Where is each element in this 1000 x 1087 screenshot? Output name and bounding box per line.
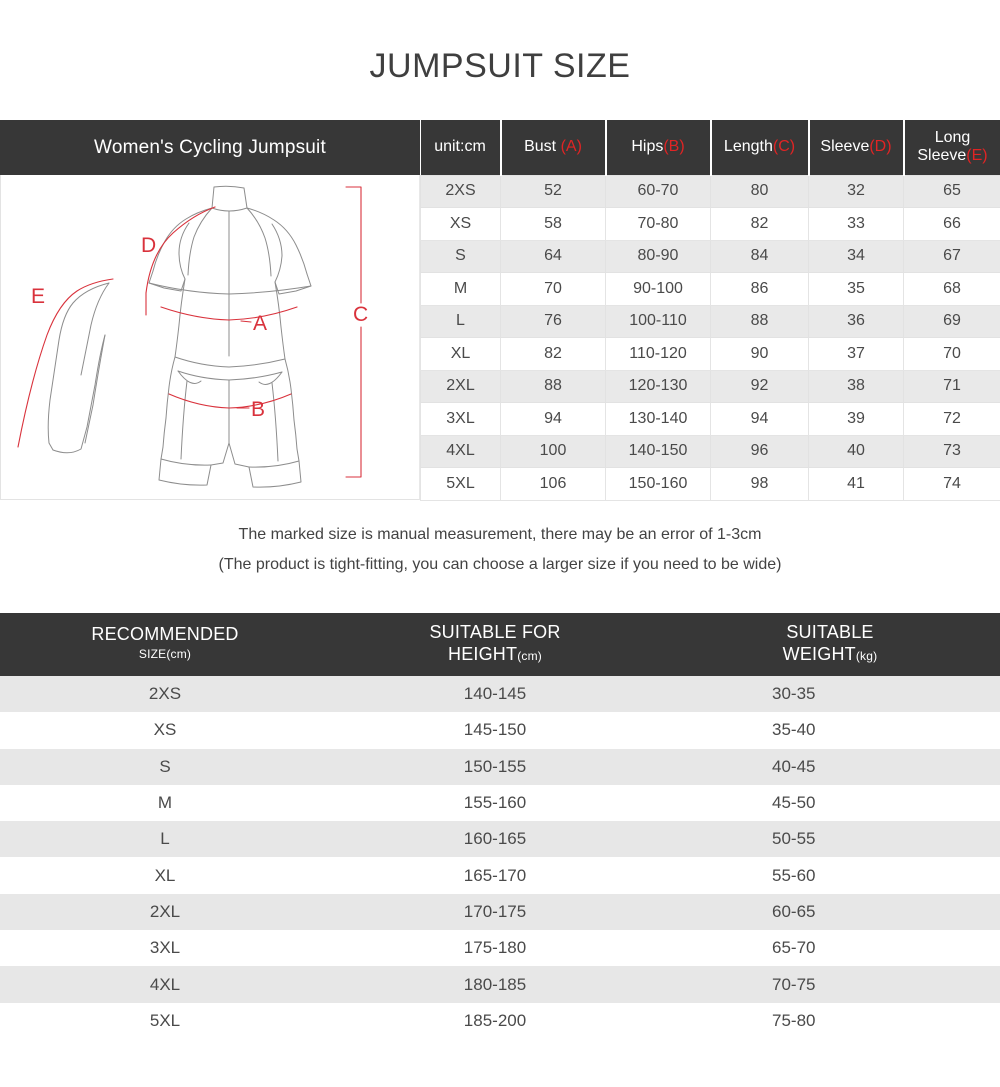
column-header-hips-marker: (B) [663,138,685,156]
cell-hips: 140-150 [606,435,711,468]
cell-size: L [0,821,330,857]
column-header-long-sleeve-marker: (E) [966,147,988,165]
marker-e: E [31,285,46,308]
cell-height: 170-175 [330,894,660,930]
cell-length: 80 [711,175,809,208]
cell-long-sleeve: 69 [904,305,1000,338]
jumpsuit-diagram [0,175,420,500]
cell-sleeve: 41 [809,468,904,501]
cell-long-sleeve: 68 [904,273,1000,306]
cell-hips: 70-80 [606,208,711,241]
cell-weight: 65-70 [660,930,1000,966]
cell-long-sleeve: 67 [904,240,1000,273]
table-row [421,305,1000,338]
cell-size: 3XL [421,403,501,436]
column-header-length-name: Length [723,138,773,156]
table-row [421,208,1000,241]
column-header-length-marker: (C) [772,138,796,156]
cell-sleeve: 39 [809,403,904,436]
cell-long-sleeve: 71 [904,370,1000,403]
product-label: Women's Cycling Jumpsuit [0,120,420,175]
cell-bust: 94 [501,403,606,436]
recommended-size-sub: SIZE(cm) [138,647,192,661]
marker-d: D [141,234,157,257]
jumpsuit-diagram-svg [1,175,420,499]
recommendation-table-body [0,676,1000,1039]
cell-bust: 76 [501,305,606,338]
cell-length: 94 [711,403,809,436]
cell-hips: 100-110 [606,305,711,338]
column-header-sleeve-name: Sleeve [820,138,870,156]
cell-height: 155-160 [330,785,660,821]
suitable-height-unit: (cm) [517,648,542,663]
table-row [0,676,1000,712]
note-line-1: The marked size is manual measurement, there may be an error of 1-3cm [238,526,762,543]
cell-length: 98 [711,468,809,501]
cell-size: XS [421,208,501,241]
cell-weight: 30-35 [660,676,1000,712]
cell-bust: 58 [501,208,606,241]
cell-size: L [421,305,501,338]
cell-hips: 60-70 [606,175,711,208]
column-header-hips [606,120,711,175]
cell-long-sleeve: 72 [904,403,1000,436]
column-header-hips-name: Hips [631,138,664,156]
cell-weight: 55-60 [660,857,1000,893]
marker-a: A [253,312,268,335]
cell-size: 2XS [0,676,330,712]
cell-size: S [421,240,501,273]
cell-bust: 64 [501,240,606,273]
table-row [0,1003,1000,1039]
illustration-pane [0,120,420,500]
column-header-bust-marker: (A) [560,138,582,156]
column-header-bust [501,120,606,175]
table-row [421,273,1000,306]
marker-b: B [251,398,266,421]
table-row [421,468,1000,501]
cell-size: M [0,785,330,821]
table-row [0,712,1000,748]
cell-sleeve: 34 [809,240,904,273]
cell-sleeve: 32 [809,175,904,208]
column-header-suitable-height [330,613,660,676]
cell-height: 150-155 [330,749,660,785]
cell-height: 185-200 [330,1003,660,1039]
table-row [421,240,1000,273]
cell-size: 2XS [421,175,501,208]
table-row [0,785,1000,821]
cell-bust: 52 [501,175,606,208]
cell-sleeve: 40 [809,435,904,468]
cell-height: 140-145 [330,676,660,712]
cell-height: 160-165 [330,821,660,857]
column-header-bust-name: Bust [524,138,557,156]
cell-height: 145-150 [330,712,660,748]
cell-weight: 40-45 [660,749,1000,785]
cell-bust: 82 [501,338,606,371]
table-row [0,966,1000,1002]
cell-length: 82 [711,208,809,241]
table-row [421,435,1000,468]
table-row [0,894,1000,930]
cell-weight: 75-80 [660,1003,1000,1039]
cell-bust: 106 [501,468,606,501]
cell-sleeve: 33 [809,208,904,241]
table-row [421,175,1000,208]
table-row [421,370,1000,403]
cell-hips: 150-160 [606,468,711,501]
column-header-recommended-size [0,613,330,676]
recommendation-header-row [0,613,1000,676]
size-chart-section [0,120,1000,500]
cell-weight: 70-75 [660,966,1000,1002]
suitable-weight-sub [660,643,1000,667]
cell-bust: 100 [501,435,606,468]
table-row [0,749,1000,785]
cell-size: 5XL [0,1003,330,1039]
cell-sleeve: 38 [809,370,904,403]
cell-size: 4XL [0,966,330,1002]
cell-size: S [0,749,330,785]
column-header-long-sleeve [904,120,1000,175]
size-table-pane [420,120,1000,500]
cell-size: 4XL [421,435,501,468]
cell-sleeve: 36 [809,305,904,338]
cell-length: 90 [711,338,809,371]
note-line-2: (The product is tight-fitting, you can choose a larger size if you need to be wide) [218,556,782,573]
cell-size: XS [0,712,330,748]
cell-hips: 110-120 [606,338,711,371]
suitable-height-main: SUITABLE FOR [429,621,561,642]
cell-size: 3XL [0,930,330,966]
cell-long-sleeve: 65 [904,175,1000,208]
cell-size: 2XL [421,370,501,403]
cell-weight: 50-55 [660,821,1000,857]
column-header-sleeve [809,120,904,175]
table-row [0,930,1000,966]
cell-bust: 88 [501,370,606,403]
suitable-height-sub [330,643,660,667]
recommended-size-main: RECOMMENDED [91,624,239,644]
cell-height: 175-180 [330,930,660,966]
suitable-height-sub-label: HEIGHT [448,643,518,664]
cell-hips: 120-130 [606,370,711,403]
cell-hips: 80-90 [606,240,711,273]
cell-weight: 35-40 [660,712,1000,748]
suitable-weight-sub-label: WEIGHT [782,643,856,664]
cell-length: 96 [711,435,809,468]
table-row [421,403,1000,436]
table-row [421,338,1000,371]
cell-size: M [421,273,501,306]
cell-length: 88 [711,305,809,338]
cell-size: 2XL [0,894,330,930]
cell-sleeve: 35 [809,273,904,306]
table-row [0,821,1000,857]
cell-long-sleeve: 73 [904,435,1000,468]
cell-sleeve: 37 [809,338,904,371]
cell-hips: 90-100 [606,273,711,306]
column-header-sleeve-marker: (D) [869,138,892,156]
cell-weight: 45-50 [660,785,1000,821]
cell-length: 86 [711,273,809,306]
recommendation-section [0,613,1000,1039]
cell-long-sleeve: 70 [904,338,1000,371]
cell-long-sleeve: 66 [904,208,1000,241]
size-table-header-row [421,120,1000,175]
cell-size: XL [421,338,501,371]
measurement-notes [0,520,1000,580]
column-header-suitable-weight [660,613,1000,676]
table-row [0,857,1000,893]
column-header-long-sleeve-name: Long Sleeve [917,129,971,165]
cell-long-sleeve: 74 [904,468,1000,501]
cell-height: 165-170 [330,857,660,893]
cell-size: 5XL [421,468,501,501]
cell-hips: 130-140 [606,403,711,436]
size-table-body [421,175,1000,500]
cell-height: 180-185 [330,966,660,1002]
suitable-weight-main: SUITABLE [786,621,874,642]
recommendation-table [0,613,1000,1039]
column-header-unit: unit:cm [421,120,501,175]
column-header-length [711,120,809,175]
marker-c: C [353,303,369,326]
suitable-weight-unit: (kg) [855,648,878,663]
cell-size: XL [0,857,330,893]
page-title: JUMPSUIT SIZE [369,47,631,85]
cell-weight: 60-65 [660,894,1000,930]
cell-length: 84 [711,240,809,273]
cell-bust: 70 [501,273,606,306]
cell-length: 92 [711,370,809,403]
size-table [420,120,1000,501]
